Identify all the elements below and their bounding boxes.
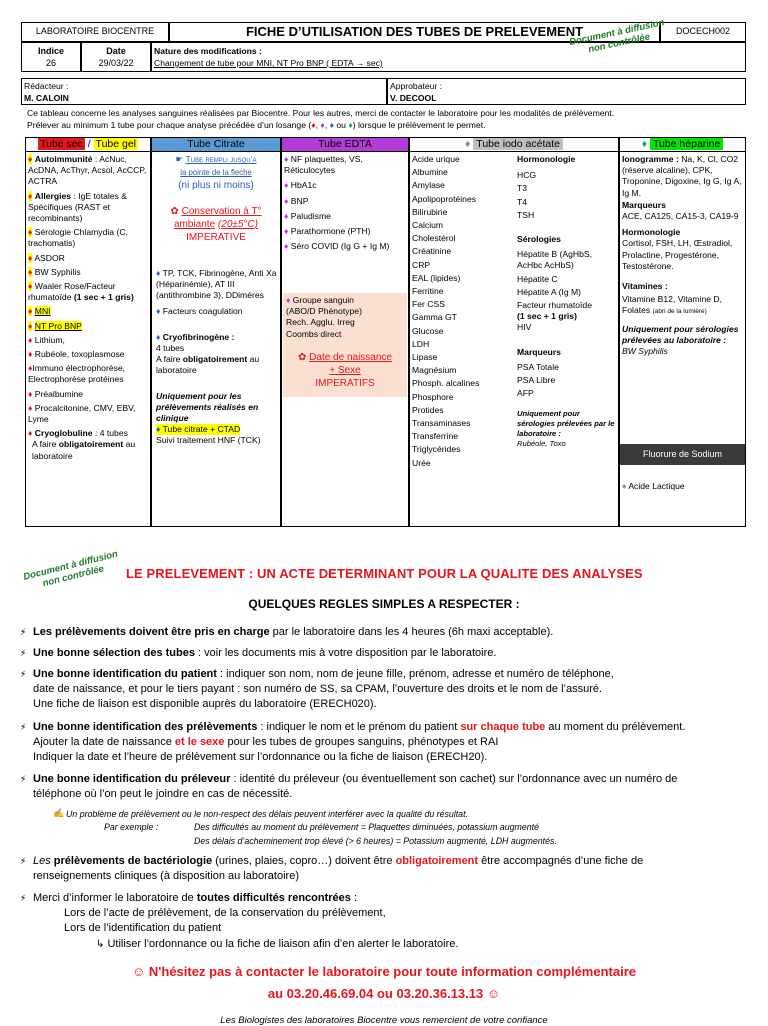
footer-text: Les Biologistes des laboratoires Biocentre vous remercient de votre confiance bbox=[220, 1015, 548, 1026]
citrate-pointer-line3: (ni plus ni moins) bbox=[178, 180, 254, 192]
iodo-sero-hiv: HIV bbox=[517, 322, 532, 333]
iono-rest: Na, K, Cl, CO2 (réserve alcaline), CPK, Troponine, Digoxine, Ig G, Ig A, Ig M. bbox=[622, 154, 742, 198]
sec-item-rest: Procalcitonine, CMV, EBV, Lyme bbox=[28, 402, 136, 425]
sec-list bbox=[28, 154, 149, 462]
iodo-item: CRP bbox=[412, 259, 431, 270]
sec-item-rest: : IgE totales & Spécifiques (RAST et recombinants) bbox=[28, 190, 127, 224]
groupe-line1 bbox=[286, 295, 406, 306]
cryofib-line1: 4 tubes bbox=[156, 343, 185, 354]
yellow-diamond-icon: ♦ bbox=[28, 320, 33, 331]
modif-value: Changement de tube pour MNI, NT Pro BNP ( EDTA → sec) bbox=[154, 58, 383, 68]
sec-item bbox=[28, 403, 149, 425]
citrate-item-text: Facteurs coagulation bbox=[162, 305, 243, 316]
red-diamond-icon: ♦ bbox=[28, 349, 33, 360]
iodo-item: Cholestérol bbox=[412, 233, 456, 244]
iodo-hormono-item: HCG bbox=[517, 170, 537, 181]
writing-hand-icon: ✍ bbox=[53, 808, 65, 818]
citrate-conservation bbox=[152, 205, 280, 244]
bullet-icon: ⚡︎ bbox=[20, 627, 27, 637]
edta-item bbox=[284, 196, 408, 207]
rule-5 bbox=[33, 772, 677, 787]
sec-item bbox=[28, 191, 149, 225]
sec-item-lead: Allergies bbox=[34, 190, 72, 201]
sec-item bbox=[28, 306, 149, 317]
purple-diamond-icon: ♦ bbox=[284, 241, 289, 252]
iodo-marq-item: PSA Totale bbox=[517, 361, 559, 372]
note-2-label: Par exemple : bbox=[104, 822, 159, 832]
flower-icon: ✿ bbox=[297, 352, 307, 363]
iodo-item: Créatinine bbox=[412, 246, 452, 257]
citrate-conservation-line3: IMPERATIVE bbox=[186, 232, 246, 243]
citrate-conservation-text2: ambiante bbox=[174, 219, 216, 230]
rule-3-bold: Une bonne identification du patient bbox=[33, 668, 217, 680]
iodo-sero-item: Hépatite B (AgHbS, AcHbc AcHbS) bbox=[517, 249, 592, 271]
red-diamond-icon: ♦ bbox=[311, 120, 316, 130]
section-subtitle: QUELQUES REGLES SIMPLES A RESPECTER : bbox=[248, 597, 520, 611]
edta-item-text: Parathormone (PTH) bbox=[290, 226, 371, 237]
hep-marq-label: Marqueurs bbox=[622, 199, 666, 210]
arrow-icon: ↳ bbox=[96, 939, 105, 950]
redacteur-cell bbox=[21, 78, 387, 105]
sec-item bbox=[28, 227, 149, 249]
bullet-icon: ⚡︎ bbox=[20, 856, 27, 866]
citrate-item bbox=[156, 306, 279, 317]
rule-6-red: obligatoirement bbox=[395, 855, 479, 867]
sec-item-rest: Rubéole, toxoplasmose bbox=[34, 349, 125, 360]
rule-5-line2: téléphone où l’on peut le joindre en cas de nécessité. bbox=[33, 788, 293, 800]
citrate-pointer-note bbox=[152, 154, 280, 192]
iodo-item: Lipase bbox=[412, 352, 438, 363]
sec-item-rest: MNI bbox=[34, 306, 51, 317]
rule-7-c: : bbox=[350, 892, 358, 904]
sec-item bbox=[28, 253, 149, 264]
purple-diamond-icon: ♦ bbox=[286, 295, 291, 305]
rule-7-a: Merci d’informer le laboratoire de bbox=[33, 892, 197, 904]
iodo-sero-item: Hépatite C bbox=[517, 273, 558, 284]
date-label: Date bbox=[106, 46, 126, 56]
citrate-conservation-text1: Conservation à T° bbox=[181, 206, 262, 217]
head-heparine bbox=[619, 137, 746, 152]
indice-label: Indice bbox=[37, 46, 64, 56]
rule-2-rest: : voir les documents mis à votre disposition par le laboratoire. bbox=[194, 647, 497, 659]
rule-5-bold: Une bonne identification du préleveur bbox=[33, 773, 231, 785]
cryofib-block bbox=[156, 332, 279, 343]
citrate-item-text: TP, TCK, Fibrinogène, Anti Xa (Héparinémie), AT III (antithrombine 3), DDimères bbox=[156, 268, 277, 301]
rule-1-bold: Les prélèvements doivent être pris en charge bbox=[33, 626, 270, 638]
page-title: FICHE D’UTILISATION DES TUBES DE PRELEVEMENT bbox=[245, 24, 584, 39]
clinic-note: Uniquement pour les prélèvements réalisés en clinique bbox=[156, 390, 259, 424]
rule-4-l2-b: pour les tubes de groupes sanguins, phénotypes et RAI bbox=[224, 736, 499, 748]
cryofib-line2-a: A faire bbox=[156, 354, 183, 365]
iodo-hormono-item: T4 bbox=[517, 196, 528, 207]
pointing-hand-icon: ☛ bbox=[175, 154, 184, 164]
redacteur-value: M. CALOIN bbox=[24, 93, 69, 103]
edta-item bbox=[284, 226, 408, 237]
bullet-icon: ⚡︎ bbox=[20, 722, 27, 732]
note-1: Un problème de prélèvement ou le non-respect des délais peuvent interférer avec la qualité du résultat. bbox=[66, 809, 468, 819]
sec-item-rest: Sérologie Chlamydia (C. trachomatis) bbox=[28, 227, 128, 249]
cryo-note bbox=[28, 439, 149, 461]
sec-item bbox=[28, 335, 149, 346]
citrate-pointer-line2: la pointe de la fleche bbox=[180, 168, 252, 178]
hep-vit-line bbox=[622, 294, 744, 317]
iodo-hormono-title: Hormonologie bbox=[517, 154, 576, 164]
naissance-line2: + Sexe bbox=[329, 365, 361, 376]
hep-hormono-label: Hormonologie bbox=[622, 227, 681, 238]
iodo-item: Protides bbox=[412, 404, 444, 415]
citrate-conservation-line1 bbox=[152, 205, 280, 218]
acide-lactique-item bbox=[622, 481, 685, 492]
rule-3-line2: date de naissance, et pour le tiers payant : son numéro de SS, sa CPAM, l’ouverture des droits et le nom de l’assuré. bbox=[33, 683, 603, 695]
smiley-icon: ☺ bbox=[486, 986, 501, 1001]
modif-label: Nature des modifications : bbox=[154, 46, 262, 56]
edta-item-text: NF plaquettes, VS, Réticulocytes bbox=[284, 154, 363, 176]
sec-item bbox=[28, 267, 149, 278]
iodo-item: Amylase bbox=[412, 180, 445, 191]
rule-6-italic: Les bbox=[33, 855, 51, 867]
grey-diamond-icon: ♦ bbox=[622, 481, 627, 491]
edta-item-text: HbA1c bbox=[290, 180, 317, 191]
sec-item-rest: Préalbumine bbox=[34, 388, 84, 399]
sec-item-rest: : AcNuc, AcDNA, AcThyr, Acsol, AcCCP, ACTRA bbox=[28, 154, 147, 187]
head-iodo bbox=[409, 137, 619, 152]
iodo-hormono-item: TSH bbox=[517, 209, 535, 220]
smiley-icon: ☺ bbox=[132, 964, 146, 979]
red-diamond-icon: ♦ bbox=[28, 363, 33, 374]
green-diamond-icon: ♦ bbox=[348, 120, 353, 130]
bullet-icon: ⚡︎ bbox=[20, 893, 27, 903]
stamp-top: Document à diffusion non contrôlée bbox=[568, 17, 666, 56]
bullet-icon: ⚡︎ bbox=[20, 774, 27, 784]
approbateur-value: V. DECOOL bbox=[390, 93, 437, 103]
blue-diamond-icon: ♦ bbox=[329, 120, 334, 130]
sec-item bbox=[28, 281, 149, 303]
naissance-line1 bbox=[283, 351, 407, 364]
naissance-line3: IMPERATIFS bbox=[315, 378, 375, 389]
grey-diamond-icon: ♦ bbox=[465, 138, 471, 150]
yellow-diamond-icon: ♦ bbox=[28, 252, 33, 263]
hep-hormono-rest: Cortisol, FSH, LH, Œstradiol, Prolactine, Progestérone, Testostérone. bbox=[622, 238, 733, 271]
ctad-item bbox=[156, 424, 240, 435]
iono-block bbox=[622, 154, 744, 199]
yellow-diamond-icon: ♦ bbox=[28, 281, 33, 292]
purple-diamond-icon: ♦ bbox=[284, 210, 289, 221]
head-iodo-label: Tube iodo acétate bbox=[473, 138, 563, 150]
intro-line2-start: Prélever au minimum 1 tube pour chaque analyse précédée d’un losange ( bbox=[27, 120, 312, 130]
purple-diamond-icon: ♦ bbox=[284, 195, 289, 206]
rule-7-line3: Lors de l’identification du patient bbox=[64, 922, 222, 934]
iodo-item: Apolipoprotéines bbox=[412, 193, 477, 204]
rule-7 bbox=[33, 891, 357, 906]
rule-4-line2 bbox=[33, 735, 498, 750]
iodo-left-list bbox=[412, 154, 512, 469]
yellow-diamond-icon: ♦ bbox=[28, 190, 33, 201]
blue-diamond-icon: ♦ bbox=[156, 305, 161, 316]
citrate-item bbox=[156, 268, 279, 302]
bullet-icon: ⚡︎ bbox=[20, 669, 27, 679]
yellow-diamond-icon: ♦ bbox=[28, 154, 33, 164]
acide-lactique-text: Acide Lactique bbox=[628, 481, 685, 491]
cryofib-line2-b: obligatoirement bbox=[182, 354, 248, 365]
purple-diamond-icon: ♦ bbox=[320, 120, 325, 130]
intro-line2: Prélever au minimum 1 tube pour chaque analyse précédée d’un losange (♦, ♦, ♦ ou ♦) lorsque le prélèvement le permet. bbox=[27, 120, 486, 130]
intro-line2-end: ) lorsque le prélèvement le permet. bbox=[352, 120, 486, 130]
green-diamond-icon: ♦ bbox=[641, 138, 648, 150]
doc-code: DOCECH002 bbox=[675, 26, 731, 36]
edta-item-text: BNP bbox=[290, 195, 309, 206]
rule-1 bbox=[33, 625, 553, 640]
cryofib-line2-c: au laboratoire bbox=[156, 354, 260, 376]
iodo-item: Acide urique bbox=[412, 154, 460, 164]
iodo-item: Urée bbox=[412, 457, 431, 468]
iodo-item: Transferrine bbox=[412, 431, 459, 442]
iodo-marq-title: Marqueurs bbox=[517, 346, 561, 357]
groupe-line4: Coombs direct bbox=[286, 328, 342, 339]
rule-3-rest: : indiquer son nom, nom de jeune fille, prénom, adresse et numéro de téléphone, bbox=[216, 668, 614, 680]
rule-2-bold: Une bonne sélection des tubes bbox=[33, 647, 195, 659]
iodo-item: Transaminases bbox=[412, 418, 471, 429]
hep-vit-small: (abri de la lumière) bbox=[652, 308, 707, 316]
edta-item bbox=[284, 241, 408, 252]
purple-diamond-icon: ♦ bbox=[284, 154, 289, 164]
contact-line2 bbox=[0, 986, 768, 1001]
rule-7-line4 bbox=[96, 937, 458, 952]
head-gel-label: Tube gel bbox=[95, 138, 137, 150]
edta-item-text: Paludisme bbox=[290, 210, 331, 221]
groupe-line3: Rech. Agglu. Irreg bbox=[286, 317, 355, 328]
hep-vit-rest: Vitamine B12, Vitamine D, Folates bbox=[622, 294, 722, 316]
iodo-item: Bilirubine bbox=[412, 206, 448, 217]
iodo-right bbox=[517, 154, 617, 449]
edta-item bbox=[284, 180, 408, 191]
head-edta: Tube EDTA bbox=[281, 137, 409, 152]
rule-6 bbox=[33, 854, 643, 869]
sec-item-extra: (1 sec + 1 gris) bbox=[71, 292, 134, 303]
rule-1-rest: par le laboratoire dans les 4 heures (6h maxi acceptable). bbox=[269, 626, 554, 638]
note-3: Des délais d’acheminement trop élevé (> 6 heures) = Potassium augmenté, LDH augmentés. bbox=[194, 836, 557, 846]
iodo-item: Magnésium bbox=[412, 365, 457, 376]
rule-4-red: sur chaque tube bbox=[460, 721, 546, 733]
rule-6-rest-b: être accompagnés d’une fiche de bbox=[478, 855, 644, 867]
rule-4-bold: Une bonne identification des prélèvements bbox=[33, 721, 258, 733]
yellow-diamond-icon: ♦ bbox=[28, 266, 33, 277]
sec-item bbox=[28, 349, 149, 360]
stamp-bottom: Document à diffusion non contrôlée bbox=[22, 548, 120, 590]
rule-3 bbox=[33, 667, 614, 682]
iodo-sero-extra: (1 sec + 1 gris) bbox=[517, 311, 577, 322]
citrate-items bbox=[156, 268, 279, 447]
citrate-pointer-line1 bbox=[152, 154, 280, 165]
sec-item-rest: Lithium, bbox=[34, 334, 65, 345]
rule-6-line2: renseignements cliniques (à disposition au laboratoire) bbox=[33, 870, 299, 882]
rule-2 bbox=[33, 646, 496, 661]
iodo-item: Fer CSS bbox=[412, 299, 445, 310]
blue-diamond-icon: ♦ bbox=[156, 331, 161, 342]
iodo-item: Phosphore bbox=[412, 391, 454, 402]
date-value: 29/03/22 bbox=[98, 58, 134, 68]
iono-label: Ionogramme : bbox=[622, 154, 679, 164]
contact-text2: au 03.20.46.69.04 ou 03.20.36.13.13 bbox=[267, 986, 484, 1001]
iodo-item: Albumine bbox=[412, 167, 448, 178]
hep-note: Uniquement pour sérologies prélevées au laboratoire : bbox=[622, 323, 739, 345]
edta-items bbox=[284, 154, 408, 252]
iodo-marq-item: PSA Libre bbox=[517, 375, 556, 386]
sec-item bbox=[28, 321, 149, 332]
head-heparine-label: Tube héparine bbox=[650, 138, 723, 150]
iodo-marq-item: AFP bbox=[517, 388, 534, 399]
rule-5-rest: : identité du préleveur (ou éventuellement son cachet) sur l’ordonnance avec un numéro de bbox=[230, 773, 678, 785]
lab-name: LABORATOIRE BIOCENTRE bbox=[35, 26, 155, 36]
iodo-hormono-item: T3 bbox=[517, 183, 528, 194]
contact-text1: N'hésitez pas à contacter le laboratoire pour toute information complémentaire bbox=[148, 964, 636, 979]
hnf-item: Suivi traitement HNF (TCK) bbox=[156, 435, 261, 446]
rule-6-bold: prélèvements de bactériologie bbox=[50, 855, 213, 867]
edta-item-text: Séro COVID (Ig G + Ig M) bbox=[290, 241, 390, 252]
rule-3-line3: Une fiche de liaison est disponible auprès du laboratoire (ERECH020). bbox=[33, 698, 377, 710]
iodo-note: Uniquement pour sérologies prélevées par le laboratoire : bbox=[517, 409, 615, 439]
rule-4-l2-a: Ajouter la date de naissance bbox=[33, 736, 175, 748]
rule-4-rest-a: : indiquer le nom et le prénom du patient bbox=[257, 721, 461, 733]
iodo-sero-title: Sérologies bbox=[517, 234, 561, 245]
cryo-note-b: obligatoirement bbox=[58, 439, 124, 450]
iodo-item: Glucose bbox=[412, 325, 444, 336]
sec-item bbox=[28, 154, 149, 188]
iodo-item: Triglycérides bbox=[412, 444, 461, 455]
sec-item bbox=[28, 389, 149, 400]
red-diamond-icon: ♦ bbox=[28, 388, 33, 399]
head-sec bbox=[25, 137, 151, 152]
citrate-conservation-line2 bbox=[152, 218, 280, 231]
blue-diamond-icon: ♦ bbox=[156, 268, 161, 278]
yellow-diamond-icon: ♦ bbox=[28, 227, 33, 238]
blue-diamond-icon: ♦ bbox=[156, 424, 161, 435]
yellow-diamond-icon: ♦ bbox=[28, 306, 33, 317]
red-diamond-icon: ♦ bbox=[28, 402, 33, 413]
intro-line1: Ce tableau concerne les analyses sanguines réalisées par Biocentre. Pour les autres, merci de contacter le laboratoire pour les modalités de prélèvement. bbox=[27, 108, 615, 118]
intro-line2-or: ou bbox=[333, 120, 349, 130]
approbateur-label: Approbateur : bbox=[390, 81, 443, 91]
hep-vit-label: Vitamines : bbox=[622, 281, 668, 292]
cryofib-label: Cryofibrinogène : bbox=[162, 331, 235, 342]
groupe-line1-text: Groupe sanguin bbox=[292, 295, 354, 305]
head-sec-label: Tube sec bbox=[39, 138, 83, 150]
iodo-sero-item: Hépatite A (Ig M) bbox=[517, 286, 582, 297]
rule-4 bbox=[33, 720, 685, 735]
sec-item-rest: Waaler Rose/Facteur rhumatoïde bbox=[28, 281, 116, 303]
rule-7-l4-text: Utiliser l’ordonnance ou la fiche de liaison afin d’en alerter le laboratoire. bbox=[107, 938, 459, 950]
iodo-note-items: Rubéole, Toxo bbox=[517, 439, 566, 449]
iodo-item: Calcium bbox=[412, 220, 444, 231]
sec-item-rest: Immuno électrophorèse, Electrophorèse protéines bbox=[28, 363, 126, 385]
rule-4-rest-b: au moment du prélèvement. bbox=[545, 721, 686, 733]
edta-item bbox=[284, 154, 408, 176]
naissance-note bbox=[283, 351, 407, 390]
ctad-text: Tube citrate + CTAD bbox=[162, 424, 241, 435]
rule-4-l2-red: et le sexe bbox=[174, 736, 225, 748]
head-citrate: Tube Citrate bbox=[151, 137, 281, 152]
rule-6-rest-a: (urines, plaies, copro…) doivent être bbox=[212, 855, 396, 867]
cryo-note-a: A faire bbox=[32, 439, 59, 450]
note-2: Des difficultés au moment du prélèvement = Plaquettes diminuées, potassium augmenté bbox=[194, 822, 539, 832]
red-diamond-icon: ♦ bbox=[28, 428, 33, 439]
purple-diamond-icon: ♦ bbox=[284, 180, 289, 191]
sec-item-lead: Autoimmunité bbox=[34, 154, 93, 164]
citrate-conservation-temp: (20±5°C) bbox=[217, 219, 258, 230]
groupe-line2: (ABO/D Phénotype) bbox=[286, 306, 362, 317]
sec-item-rest: : 4 tubes bbox=[92, 428, 128, 439]
sec-item-rest: NT Pro BNP bbox=[34, 320, 82, 331]
fluorure-band: Fluorure de Sodium bbox=[620, 444, 745, 465]
sec-item-rest: BW Syphilis bbox=[34, 266, 81, 277]
cryofib-line2 bbox=[156, 354, 279, 376]
sec-item bbox=[28, 428, 149, 439]
naissance-text1: Date de naissance bbox=[309, 352, 392, 363]
red-diamond-icon: ♦ bbox=[28, 334, 33, 345]
iodo-item: EAL (lipides) bbox=[412, 272, 461, 283]
hep-note-item: BW Syphilis bbox=[622, 346, 668, 357]
section-title: LE PRELEVEMENT : UN ACTE DETERMINANT POUR LA QUALITE DES ANALYSES bbox=[126, 566, 643, 581]
iodo-sero-item: Facteur rhumatoïde bbox=[517, 300, 592, 311]
indice-value: 26 bbox=[45, 58, 56, 68]
sec-item-lead: Cryoglobuline bbox=[34, 428, 93, 439]
sec-item bbox=[28, 363, 149, 385]
rule-7-bold: toutes difficultés rencontrées bbox=[196, 892, 351, 904]
purple-diamond-icon: ♦ bbox=[284, 226, 289, 237]
bullet-icon: ⚡︎ bbox=[20, 648, 27, 658]
contact-line1 bbox=[0, 964, 768, 979]
rule-4-line3: Indiquer la date et l’heure de prélèvement sur l’ordonnance ou la fiche de liaison (ERECH20). bbox=[33, 751, 488, 763]
groupe-sanguin-text bbox=[286, 295, 406, 340]
redacteur-label: Rédacteur : bbox=[24, 81, 69, 91]
citrate-pointer-text1: Tube rempli jusqu’a bbox=[185, 154, 257, 164]
iodo-item: Gamma GT bbox=[412, 312, 457, 323]
hep-marq-rest: ACE, CA125, CA15-3, CA19-9 bbox=[622, 211, 739, 222]
cryo-note-c: au laboratoire bbox=[32, 439, 136, 461]
iodo-item: Ferritine bbox=[412, 286, 444, 297]
rule-7-line2: Lors de l’acte de prélèvement, de la conservation du prélèvement, bbox=[64, 907, 386, 919]
sec-item-rest: ASDOR bbox=[34, 252, 65, 263]
heparine-content bbox=[622, 154, 744, 357]
iodo-item: LDH bbox=[412, 338, 430, 349]
iodo-item: Phosph. alcalines bbox=[412, 378, 480, 389]
edta-item bbox=[284, 211, 408, 222]
head-sec-sep: / bbox=[84, 138, 94, 150]
flower-icon: ✿ bbox=[170, 206, 179, 217]
